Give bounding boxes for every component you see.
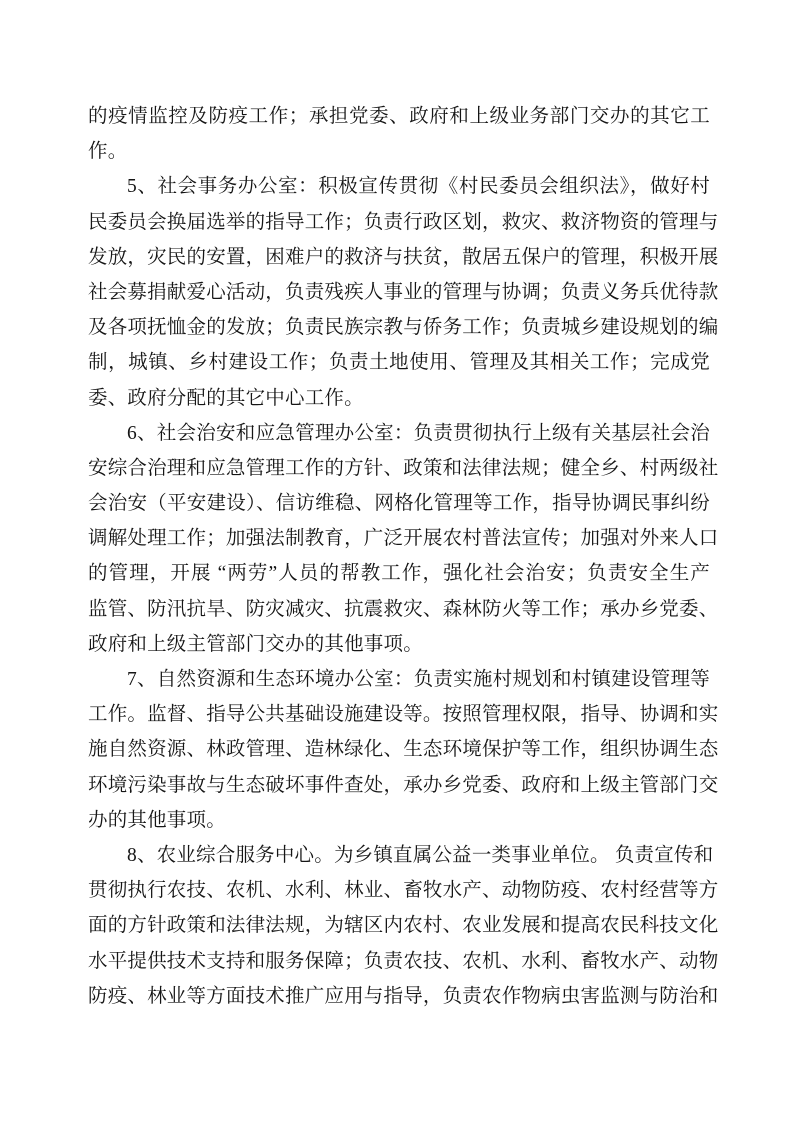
- text-line: 作。: [88, 141, 128, 163]
- text-line: 5、社会事务办公室：积极宣传贯彻《村民委员会组织法》，做好村: [127, 176, 710, 198]
- text-line: 民委员会换届选举的指导工作；负责行政区划，救灾、救济物资的管理与: [88, 211, 719, 233]
- paragraph: [88, 416, 719, 662]
- text-line: 6、社会治安和应急管理办公室：负责贯彻执行上级有关基层社会治: [127, 422, 710, 444]
- document-body: [88, 99, 719, 1014]
- text-line: 7、自然资源和生态环境办公室：负责实施村规划和村镇建设管理等: [127, 669, 710, 690]
- paragraph: [88, 169, 719, 415]
- text-line: 贯彻执行农技、农机、水利、林业、畜牧水产、动物防疫、农村经营等方: [88, 880, 719, 902]
- text-line: 监管、防汛抗旱、防灾减灾、抗震救灾、森林防火等工作；承办乡党委、: [88, 598, 719, 620]
- paragraph: [88, 99, 710, 169]
- text-line: 制，城镇、乡村建设工作；负责土地使用、管理及其相关工作；完成党: [88, 352, 710, 374]
- text-line: 及各项抚恤金的发放；负责民族宗教与侨务工作；负责城乡建设规划的编: [88, 317, 719, 339]
- text-line: 施自然资源、林政管理、造林绿化、生态环境保护等工作，组织协调生态: [88, 739, 719, 761]
- text-line: 政府和上级主管部门交办的其他事项。: [88, 633, 423, 655]
- text-line: 防疫、林业等方面技术推广应用与指导，负责农作物病虫害监测与防治和: [88, 985, 719, 1007]
- text-line: 委、政府分配的其它中心工作。: [88, 387, 364, 409]
- text-line: 发放，灾民的安置，困难户的救济与扶贫，散居五保户的管理，积极开展: [88, 246, 719, 268]
- text-line: 的管理，开展 “两劳”人员的帮教工作，强化社会治安；负责安全生产: [88, 563, 710, 585]
- text-line: 面的方针政策和法律法规，为辖区内农村、农业发展和提高农民科技文化: [88, 915, 719, 937]
- text-line: 安综合治理和应急管理工作的方针、政策和法律法规；健全乡、村两级社: [88, 457, 719, 479]
- text-line: 会治安（平安建设）、信访维稳、网格化管理等工作，指导协调民事纠纷: [88, 493, 710, 515]
- text-line: 工作。监督、指导公共基础设施建设等。按照管理权限，指导、协调和实: [88, 704, 719, 726]
- text-line: 的疫情监控及防疫工作；承担党委、政府和上级业务部门交办的其它工: [88, 106, 710, 127]
- paragraph: [88, 838, 719, 1014]
- paragraph: [88, 662, 719, 838]
- text-line: 调解处理工作；加强法制教育，广泛开展农村普法宣传；加强对外来人口: [88, 528, 719, 550]
- text-line: 环境污染事故与生态破坏事件查处，承办乡党委、政府和上级主管部门交: [88, 774, 719, 796]
- text-line: 8、农业综合服务中心。为乡镇直属公益一类事业单位。 负责宣传和: [127, 844, 714, 866]
- text-line: 水平提供技术支持和服务保障；负责农技、农机、水利、畜牧水产、动物: [88, 950, 719, 972]
- text-line: 社会募捐献爱心活动，负责残疾人事业的管理与协调；负责义务兵优待款: [88, 281, 719, 303]
- text-line: 办的其他事项。: [88, 809, 226, 831]
